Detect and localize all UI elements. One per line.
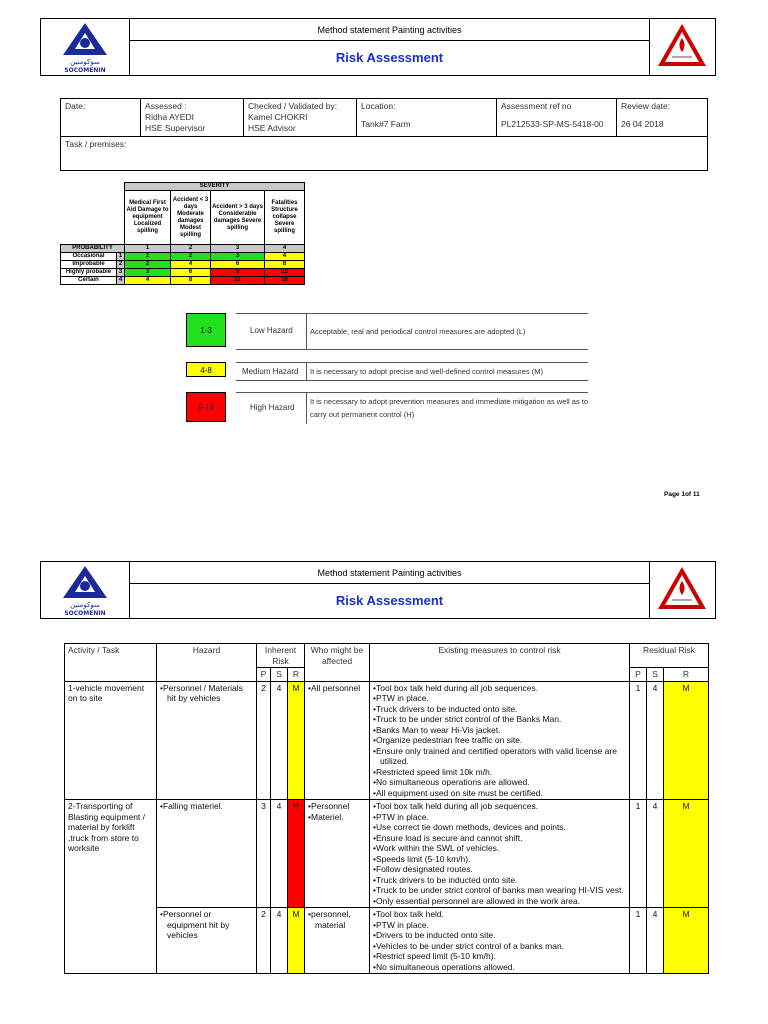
legend-low-name: Low Hazard xyxy=(250,326,293,335)
measure-item: • Drivers to be inducted onto site. xyxy=(373,930,626,941)
matrix-cell: 4 xyxy=(265,253,305,261)
residual-r: M xyxy=(664,908,709,974)
measure-item: • PTW in place. xyxy=(373,812,626,823)
residual-s: 4 xyxy=(647,800,664,908)
col-inherent-r: R xyxy=(288,668,305,682)
who-cell xyxy=(305,800,370,908)
activity-cell: 2-Transporting of Blasting equipment / material by forklift ,truck from store to worksite xyxy=(65,800,157,974)
legend-divider xyxy=(236,392,588,393)
date-cell xyxy=(61,99,141,137)
measure-item: • PTW in place. xyxy=(373,920,626,931)
severity-col-num: 1 xyxy=(125,245,171,253)
hazard-item: • Personnel or equipment hit by vehicles xyxy=(160,909,253,941)
inherent-r: H xyxy=(288,800,305,908)
severity-col-num: 4 xyxy=(265,245,305,253)
company-logo-arabic: سوكومنين xyxy=(70,601,100,609)
assessed-label: Assessed : xyxy=(145,101,187,111)
matrix-cell: 4 xyxy=(171,261,211,269)
location-value: Tank#7 Farm xyxy=(361,119,411,129)
legend-low-box: 1-3 xyxy=(186,313,226,347)
risk-assessment-table xyxy=(64,643,709,974)
col-who: Who might be affected xyxy=(305,644,370,682)
col-residual-p: P xyxy=(630,668,647,682)
legend-medium-name: Medium Hazard xyxy=(242,367,299,376)
matrix-cell: 3 xyxy=(211,253,265,261)
probability-row-label: Certain xyxy=(61,277,117,285)
assessed-role: HSE Supervisor xyxy=(145,123,206,133)
who-item: • All personnel xyxy=(308,683,366,694)
task-label: Task / premises: xyxy=(65,139,127,149)
measure-item: • Organize pedestrian free traffic on site. xyxy=(373,735,626,746)
measure-item: • Truck to be under strict control of the Banks Man. xyxy=(373,714,626,725)
residual-s: 4 xyxy=(647,908,664,974)
col-residual-s: S xyxy=(647,668,664,682)
matrix-cell: 6 xyxy=(211,261,265,269)
checked-cell xyxy=(244,99,357,137)
hazard-item: • Personnel / Materials hit by vehicles xyxy=(160,683,253,704)
measure-item: • PTW in place. xyxy=(373,693,626,704)
ref-cell xyxy=(497,99,617,137)
checked-name: Kamel CHOKRI xyxy=(248,112,308,122)
severity-col-desc: Accident > 3 days Considerable damages Severe spilling xyxy=(211,191,265,245)
severity-matrix xyxy=(60,182,305,285)
header-title: Risk Assessment xyxy=(335,50,444,65)
legend-high-desc: It is necessary to adopt prevention measures and immediate mitigation as well as to carry out permanent control (H) xyxy=(310,397,589,419)
probability-row-label: Occasional xyxy=(61,253,117,261)
severity-col-desc: Accident < 3 days Moderate damages Modest spilling xyxy=(171,191,211,245)
severity-label: SEVERITY xyxy=(125,183,305,191)
measures-cell xyxy=(370,681,630,800)
legend-medium-desc: It is necessary to adopt precise and well-defined control measures (M) xyxy=(310,367,544,376)
inherent-p: 2 xyxy=(257,681,271,800)
measure-item: • Tool box talk held during all job sequences. xyxy=(373,801,626,812)
matrix-cell: 12 xyxy=(211,277,265,285)
header-title: Risk Assessment xyxy=(335,593,444,608)
who-cell xyxy=(305,908,370,974)
ref-value: PL212533-SP-MS-5418-00 xyxy=(501,119,604,129)
inherent-r: M xyxy=(288,681,305,800)
measure-item: • Truck drivers to be inducted onto site. xyxy=(373,704,626,715)
legend-high-name: High Hazard xyxy=(250,403,295,412)
company-logo xyxy=(41,19,130,75)
measure-item: • Ensure only trained and certified operators with valid license are utilized. xyxy=(373,746,626,767)
legend-low-desc: Acceptable, real and periodical control measures are adopted (L) xyxy=(310,327,526,336)
who-cell xyxy=(305,681,370,800)
legend-high-box: 9-16 xyxy=(186,392,226,422)
probability-row-label: Improbable xyxy=(61,261,117,269)
inherent-s: 4 xyxy=(271,908,288,974)
probability-label: PROBABILITY xyxy=(61,245,125,253)
residual-r: M xyxy=(664,681,709,800)
review-cell xyxy=(617,99,708,137)
matrix-corner xyxy=(61,183,125,245)
measure-item: • Restricted speed limit 10k m/h. xyxy=(373,767,626,778)
assessed-name: Ridha AYEDI xyxy=(145,112,194,122)
page-header xyxy=(40,561,716,619)
page-header xyxy=(40,18,716,76)
legend-divider xyxy=(306,313,307,349)
measure-item: • No simultaneous operations are allowed. xyxy=(373,777,626,788)
measure-item: • Vehicles to be under strict control of a banks man. xyxy=(373,941,626,952)
company-logo-arabic: سوكومنين xyxy=(70,58,100,66)
measure-item: • Truck drivers to be inducted onto site. xyxy=(373,875,626,886)
col-residual: Residual Risk xyxy=(630,644,709,668)
who-item: • Materiel. xyxy=(308,812,366,823)
col-hazard: Hazard xyxy=(157,644,257,682)
assessment-info-table xyxy=(60,98,708,171)
col-inherent: Inherent Risk xyxy=(257,644,305,668)
col-residual-r: R xyxy=(664,668,709,682)
checked-role: HSE Advisor xyxy=(248,123,296,133)
matrix-cell: 8 xyxy=(171,277,211,285)
residual-s: 4 xyxy=(647,681,664,800)
legend-divider xyxy=(306,392,307,424)
severity-col-desc: Medical First Aid Damage to equipment Localized spilling xyxy=(125,191,171,245)
probability-row-label: Highly probable xyxy=(61,269,117,277)
severity-col-desc: Fatalities Structure collapse Severe spilling xyxy=(265,191,305,245)
measure-item: • Truck to be under strict control of banks man wearing HI-VIS vest. xyxy=(373,885,626,896)
warning-sign-logo xyxy=(649,562,715,618)
date-label: Date: xyxy=(65,101,86,111)
matrix-cell: 12 xyxy=(265,269,305,277)
legend-divider xyxy=(236,380,588,381)
header-subtitle: Method statement Painting activities xyxy=(130,562,649,584)
col-activity: Activity / Task xyxy=(65,644,157,682)
legend-divider xyxy=(306,362,307,380)
measure-item: • Follow designated routes. xyxy=(373,864,626,875)
col-measures: Existing measures to control risk xyxy=(370,644,630,682)
location-cell xyxy=(357,99,497,137)
probability-row-num: 4 xyxy=(117,277,125,285)
residual-p: 1 xyxy=(630,908,647,974)
residual-r: M xyxy=(664,800,709,908)
measure-item: • Only essential personnel are allowed in the work area. xyxy=(373,896,626,907)
matrix-cell: 1 xyxy=(125,253,171,261)
matrix-cell: 2 xyxy=(125,261,171,269)
table-row xyxy=(65,800,709,908)
matrix-cell: 16 xyxy=(265,277,305,285)
severity-col-num: 2 xyxy=(171,245,211,253)
header-subtitle: Method statement Painting activities xyxy=(130,19,649,41)
measure-item: • No simultaneous operations allowed. xyxy=(373,962,626,973)
matrix-cell: 6 xyxy=(171,269,211,277)
inherent-p: 3 xyxy=(257,800,271,908)
matrix-cell: 8 xyxy=(265,261,305,269)
table-row xyxy=(65,908,709,974)
hazard-cell xyxy=(157,681,257,800)
warning-sign-logo xyxy=(649,19,715,75)
probability-row-num: 3 xyxy=(117,269,125,277)
page-number: Page 1of 11 xyxy=(664,491,700,498)
task-cell xyxy=(61,137,708,171)
measure-item: • Work within the SWL of vehicles. xyxy=(373,843,626,854)
matrix-cell: 4 xyxy=(125,277,171,285)
legend-divider xyxy=(236,362,588,363)
review-label: Review date: xyxy=(621,101,671,111)
checked-label: Checked / Validated by: xyxy=(248,101,338,111)
severity-col-num: 3 xyxy=(211,245,265,253)
matrix-cell: 9 xyxy=(211,269,265,277)
residual-p: 1 xyxy=(630,681,647,800)
legend-divider xyxy=(236,349,588,350)
legend-medium-box: 4-8 xyxy=(186,362,226,377)
measure-item: • All equipment used on site must be certified. xyxy=(373,788,626,799)
col-inherent-p: P xyxy=(257,668,271,682)
inherent-s: 4 xyxy=(271,681,288,800)
who-item: • Personnel xyxy=(308,801,366,812)
measure-item: • Banks Man to wear Hi-Vis jacket. xyxy=(373,725,626,736)
measures-cell xyxy=(370,800,630,908)
assessed-cell xyxy=(141,99,244,137)
inherent-p: 2 xyxy=(257,908,271,974)
col-inherent-s: S xyxy=(271,668,288,682)
measures-cell xyxy=(370,908,630,974)
ref-label: Assessment ref no xyxy=(501,101,572,111)
activity-cell: 1-vehicle movement on to site xyxy=(65,681,157,800)
hazard-item: • Falling materiel. xyxy=(160,801,253,812)
inherent-r: M xyxy=(288,908,305,974)
measure-item: • Tool box talk held during all job sequences. xyxy=(373,683,626,694)
residual-p: 1 xyxy=(630,800,647,908)
measure-item: • Speeds limit (5-10 km/h). xyxy=(373,854,626,865)
company-logo-name: SOCOMENIN xyxy=(64,610,106,617)
table-row xyxy=(65,681,709,800)
measure-item: • Tool box talk held. xyxy=(373,909,626,920)
legend-divider xyxy=(236,313,588,314)
location-label: Location: xyxy=(361,101,396,111)
probability-row-num: 1 xyxy=(117,253,125,261)
probability-row-num: 2 xyxy=(117,261,125,269)
matrix-cell: 3 xyxy=(125,269,171,277)
review-value: 26 04 2018 xyxy=(621,119,664,129)
matrix-cell: 2 xyxy=(171,253,211,261)
company-logo xyxy=(41,562,130,618)
hazard-cell xyxy=(157,908,257,974)
company-logo-name: SOCOMENIN xyxy=(64,67,106,74)
measure-item: • Use correct tie down methods, devices and points. xyxy=(373,822,626,833)
measure-item: • Restrict speed limit (5-10 km/h). xyxy=(373,951,626,962)
measure-item: • Ensure load is secure and cannot shift. xyxy=(373,833,626,844)
inherent-s: 4 xyxy=(271,800,288,908)
who-item: • personnel, material xyxy=(308,909,366,930)
hazard-cell xyxy=(157,800,257,908)
